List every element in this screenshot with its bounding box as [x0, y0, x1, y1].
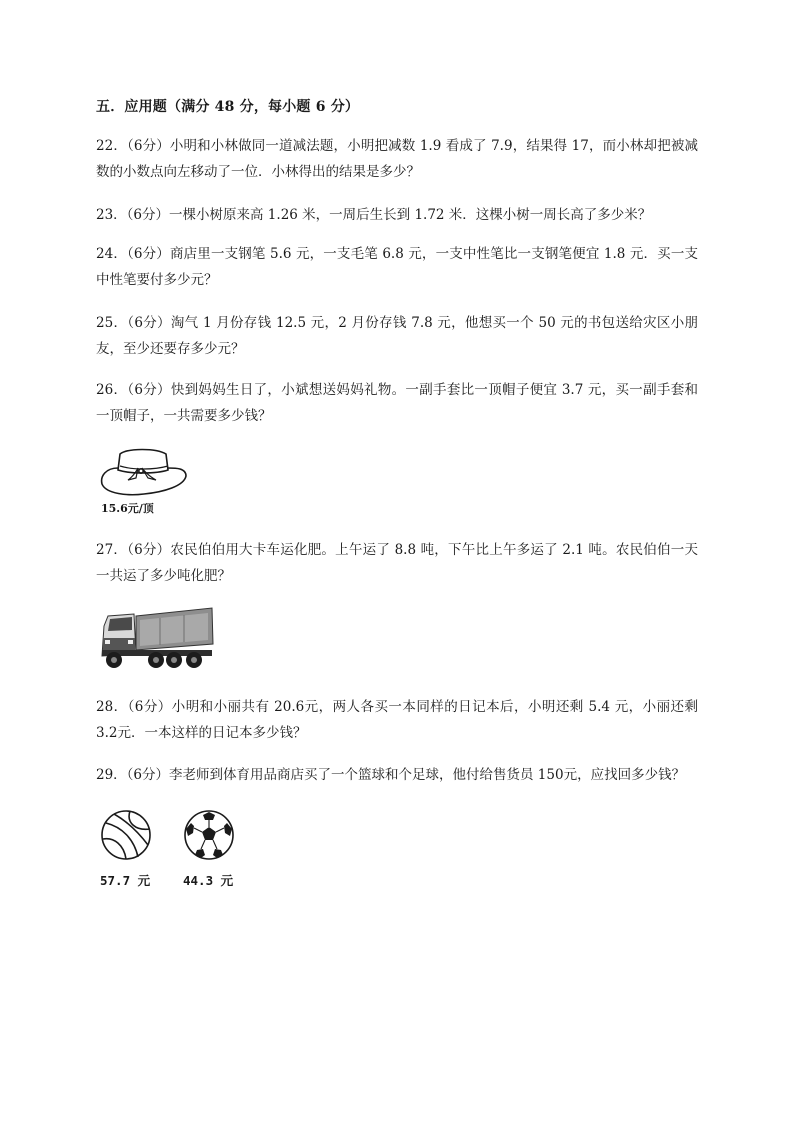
question-26: 26．（6分）快到妈妈生日了，小斌想送妈妈礼物。一副手套比一顶帽子便宜 3.7 元，买一副手套和一顶帽子，一共需要多少钱？	[96, 382, 698, 424]
basketball-icon	[100, 809, 152, 861]
soccer-figure	[183, 809, 235, 861]
question-23: 23．（6分）一棵小树原来高 1.26 米，一周后生长到 1.72 米．这棵小树一周长高了多少米？	[96, 207, 652, 223]
hat-price: 15.6元/顶	[101, 502, 154, 515]
question-22: 22．（6分）小明和小林做同一道减法题，小明把减数 1.9 看成了 7.9，结果得 17，而小林却把被减数的小数点向左移动了一位．小林得出的结果是多少？	[96, 138, 698, 180]
dump-truck-icon	[100, 604, 215, 670]
basketball-price: 57.7 元	[100, 873, 151, 888]
soccer-ball-icon	[183, 809, 235, 861]
hat-figure	[98, 446, 188, 498]
soccer-price: 44.3 元	[183, 873, 234, 888]
hat-icon	[98, 446, 188, 498]
question-25: 25．（6分）淘气 1 月份存钱 12.5 元，2 月份存钱 7.8 元，他想买一个 50 元的书包送给灾区小朋友，至少还要存多少元？	[96, 315, 698, 357]
question-29: 29．（6分）李老师到体育用品商店买了一个篮球和个足球，他付给售货员 150元，应找回多少钱？	[96, 767, 686, 783]
question-24: 24．（6分）商店里一支钢笔 5.6 元，一支毛笔 6.8 元，一支中性笔比一支钢笔便宜 1.8 元．买一支中性笔要付多少元？	[96, 246, 698, 288]
question-27: 27．（6分）农民伯伯用大卡车运化肥。上午运了 8.8 吨，下午比上午多运了 2.1 吨。农民伯伯一天一共运了多少吨化肥？	[96, 542, 698, 584]
basketball-figure	[100, 809, 152, 861]
question-28: 28．（6分）小明和小丽共有 20.6元，两人各买一本同样的日记本后，小明还剩 5.4 元，小丽还剩 3.2元．一本这样的日记本多少钱？	[96, 699, 698, 741]
truck-figure	[100, 604, 215, 670]
section-title: 五．应用题（满分 48 分，每小题 6 分）	[96, 99, 360, 115]
